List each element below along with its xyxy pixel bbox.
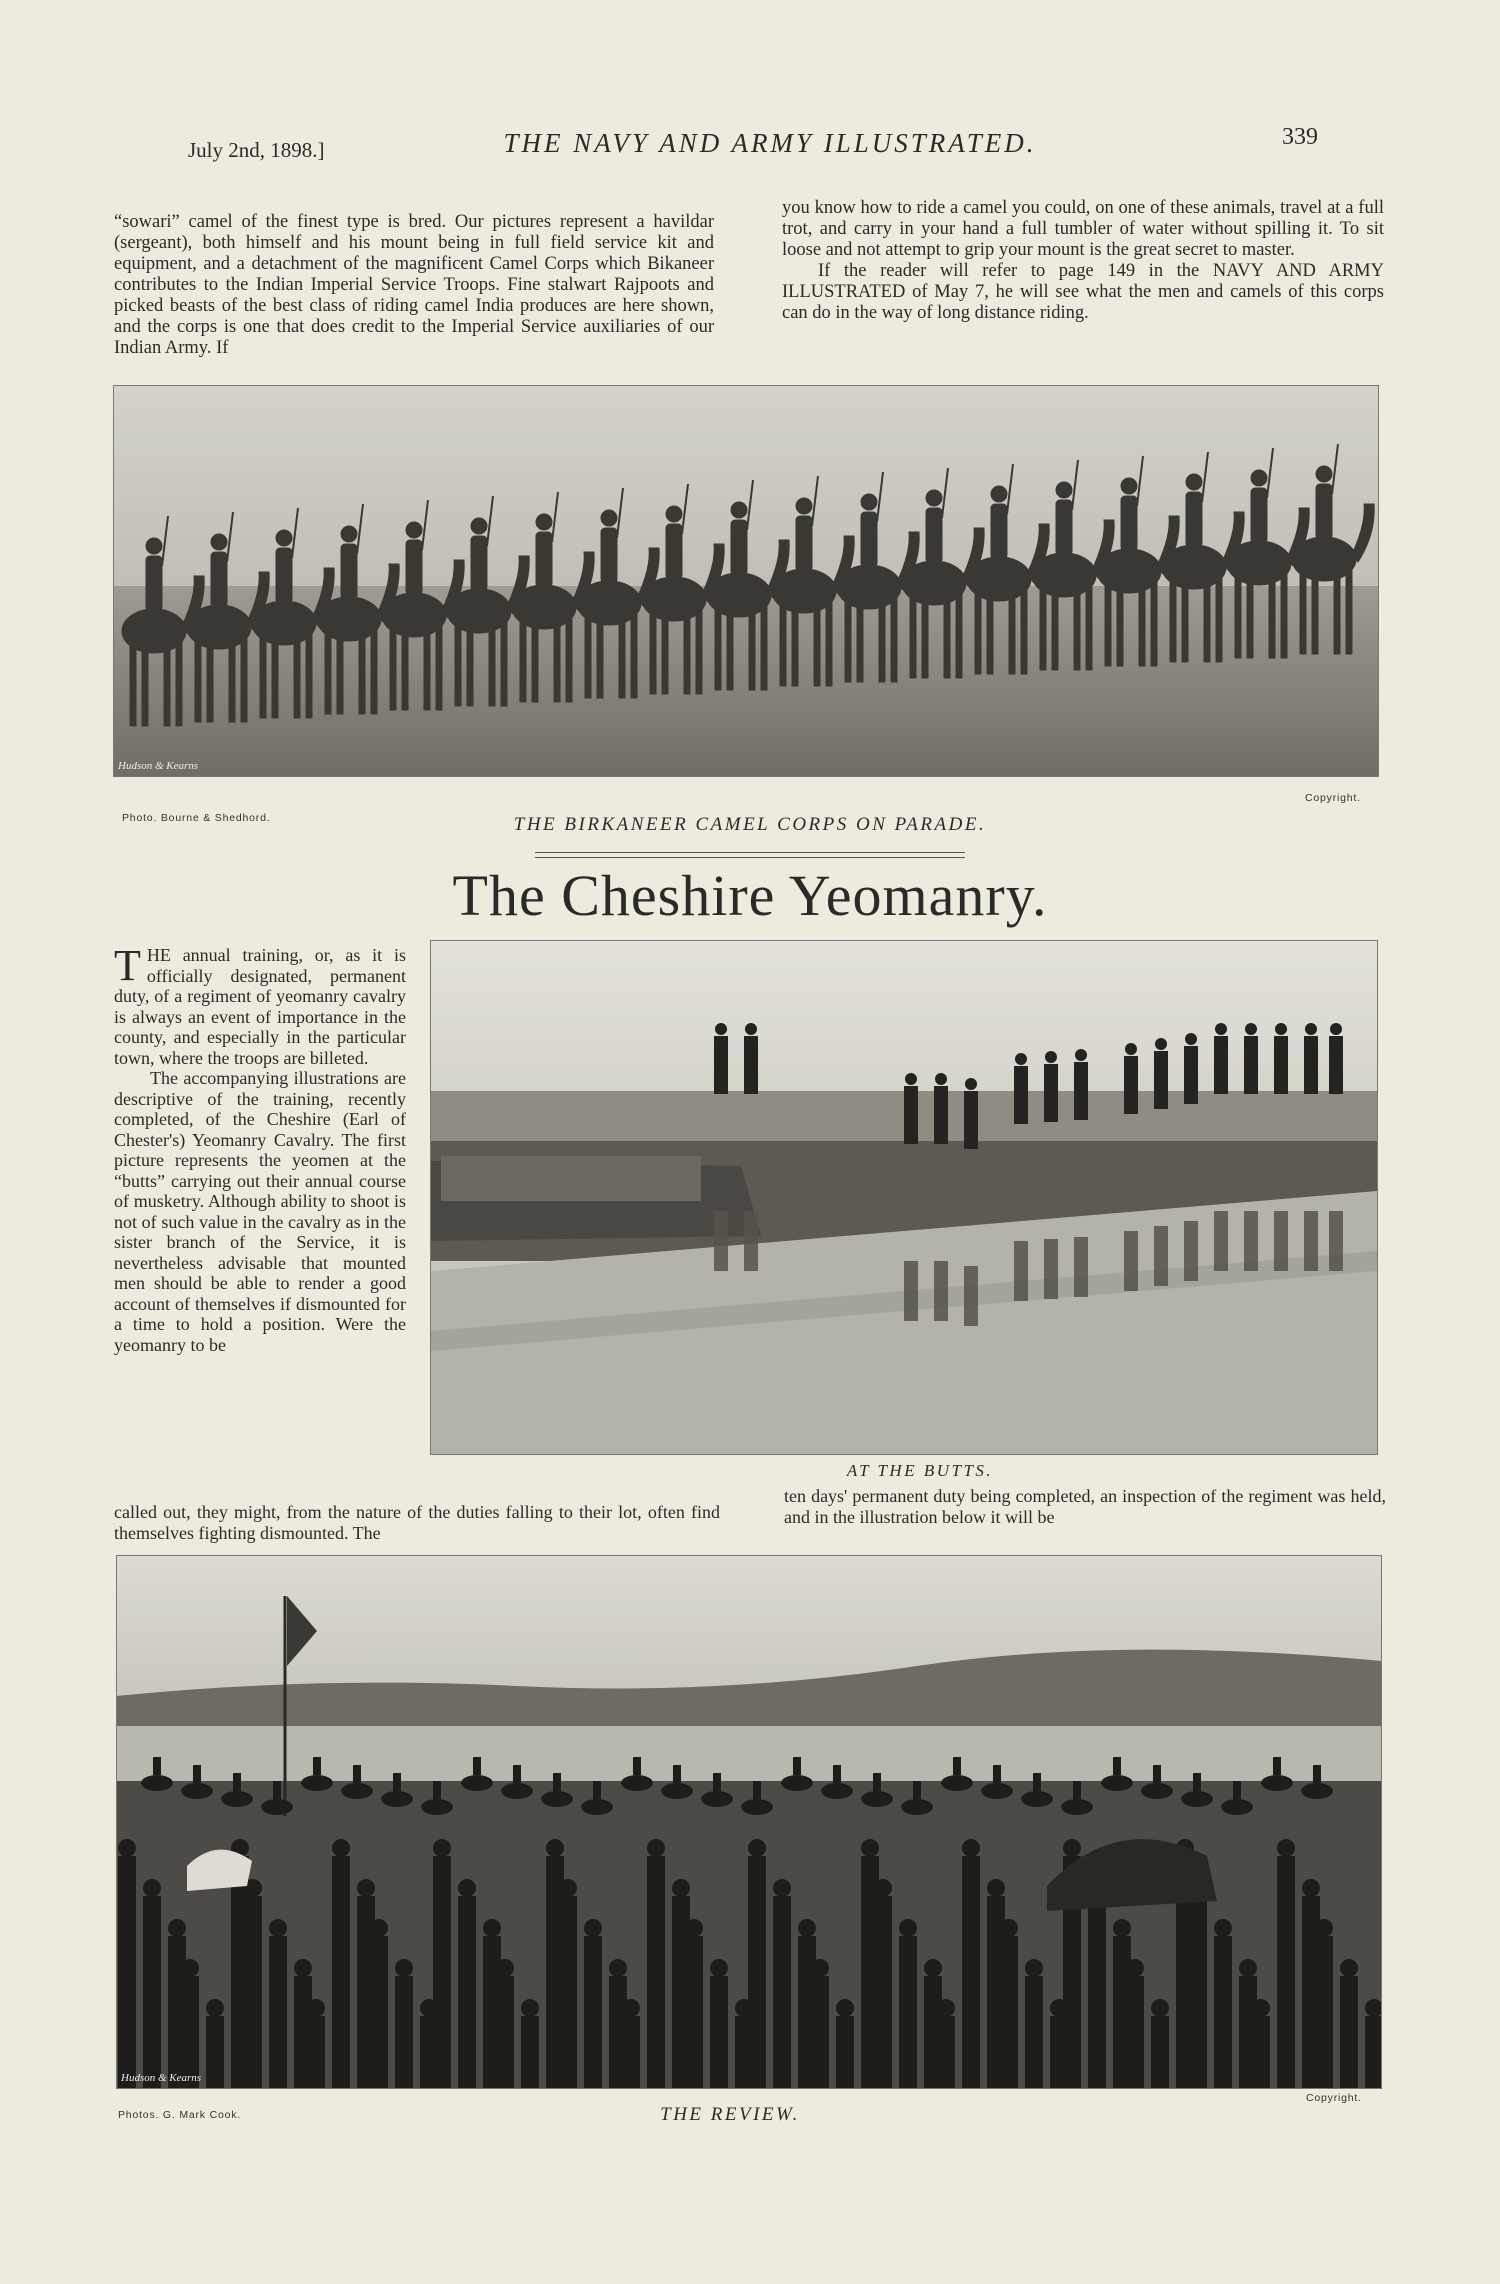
spectator-figure <box>395 1959 413 2088</box>
soldier-reflection <box>964 1266 978 1326</box>
drop-cap: T <box>114 941 141 990</box>
spectator-figure <box>433 1839 451 2088</box>
butts-illustration <box>431 941 1377 1454</box>
spectator-figure <box>937 1999 955 2088</box>
copyright-label: Copyright. <box>1306 2092 1362 2104</box>
photo-caption: AT THE BUTTS. <box>846 1461 994 1480</box>
soldier-reflection <box>1304 1211 1318 1271</box>
spectator-figure <box>899 1919 917 2088</box>
soldier-reflection <box>1154 1226 1168 1286</box>
soldier-reflection <box>1329 1211 1343 1271</box>
photo-credit: Photos. G. Mark Cook. <box>118 2109 242 2121</box>
spectator-figure <box>1189 1879 1207 2088</box>
issue-date: July 2nd, 1898.] <box>188 138 325 162</box>
spectator-figure <box>143 1879 161 2088</box>
spectator-figure <box>1365 1999 1381 2088</box>
spectator-figure <box>370 1919 388 2088</box>
spectator-figure <box>710 1959 728 2088</box>
spectator-figure <box>1315 1919 1333 2088</box>
soldier-reflection <box>1014 1241 1028 1301</box>
article-continuation-left <box>114 1502 720 1544</box>
spectator-figure <box>496 1959 514 2088</box>
spectator-figure <box>811 1959 829 2088</box>
soldier-reflection <box>1214 1211 1228 1271</box>
photo-caption: THE REVIEW. <box>660 2104 800 2125</box>
engraver-signature: Hudson & Kearns <box>121 2072 202 2084</box>
spectator-figure <box>244 1879 262 2088</box>
spectator-figure <box>458 1879 476 2088</box>
intro-right-paragraph-2: If the reader will refer to page 149 in the NAVY AND ARMY ILLUSTRATED of May 7, he will see what the men and camels of this corps can do in the way of long distance riding. <box>782 261 1384 323</box>
soldier-reflection <box>1184 1221 1198 1281</box>
soldier-reflection <box>934 1261 948 1321</box>
article-continuation-right <box>784 1486 1386 1528</box>
soldier-reflection <box>1124 1231 1138 1291</box>
review-illustration <box>117 1556 1381 2088</box>
divider <box>535 852 965 853</box>
spectator-figure <box>874 1879 892 2088</box>
spectator-figure <box>521 1999 539 2088</box>
publication-title: THE NAVY AND ARMY ILLUSTRATED. <box>503 128 1037 158</box>
spectator-figure <box>1214 1919 1232 2088</box>
soldier-reflection <box>1274 1211 1288 1271</box>
soldier-reflection <box>1244 1211 1258 1271</box>
spectator-figure <box>1088 1879 1106 2088</box>
soldier-reflection <box>744 1211 758 1271</box>
spectator-figure <box>685 1919 703 2088</box>
spectator-figure <box>269 1919 287 2088</box>
spectator-figure <box>206 1999 224 2088</box>
article-left-column <box>114 941 406 1355</box>
spectator-figure <box>1151 1999 1169 2088</box>
spectator-figure <box>1252 1999 1270 2088</box>
article-paragraph-2: The accompanying illustrations are descriptive of the training, recently completed, of the Cheshire (Earl of Chester's) Yeomanry Cavalry. The first picture represents the yeomen at the “butts” carrying out their annual course of musketry. Although ability to shoot is not of such value in the cavalry as in the sister branch of the Service, it is nevertheless advisable that mounted men should be able to render a good account of themselves if dismounted for a time to hold a position. Were the yeomanry to be <box>114 1068 406 1355</box>
butts-photo <box>430 940 1378 1455</box>
article-continuation-text: called out, they might, from the nature of the duties falling to their lot, often find themselves fighting dismounted. The <box>114 1502 720 1543</box>
article-headline: The Cheshire Yeomanry. <box>452 863 1048 928</box>
spectator-figure <box>1126 1959 1144 2088</box>
spectator-figure <box>622 1999 640 2088</box>
soldier-reflection <box>1074 1237 1088 1297</box>
photo-credit: Photo. Bourne & Shedhord. <box>122 812 271 824</box>
camel-corps-illustration <box>114 386 1378 776</box>
spectator-figure <box>559 1879 577 2088</box>
spectator-figure <box>836 1999 854 2088</box>
spectator-figure <box>307 1999 325 2088</box>
article-continuation-text: ten days' permanent duty being completed, an inspection of the regiment was held, and in the illustration below it will be <box>784 1486 1386 1527</box>
intro-right-paragraph-1: you know how to ride a camel you could, on one of these animals, travel at a full trot, and carry in your hand a full tumbler of water without spilling it. To sit loose and not attempt to grip your mount is the great secret to master. <box>782 198 1384 260</box>
camel-corps-photo <box>113 385 1379 777</box>
spectator-figure <box>1000 1919 1018 2088</box>
spectator-figure <box>584 1919 602 2088</box>
intro-left-column <box>114 212 714 359</box>
intro-left-text: “sowari” camel of the finest type is bred. Our pictures represent a havildar (sergeant), both himself and his mount being in full field service kit and equipment, and a detachment of the magnificent Camel Corps which Bikaneer contributes to the Indian Imperial Service Troops. Fine stalwart Rajpoots and picked beasts of the best class of riding camel India produces are here shown, and the corps is one that does credit to the Imperial Service auxiliaries of our Indian Army. If <box>114 212 714 358</box>
copyright-label: Copyright. <box>1305 792 1361 804</box>
spectator-figure <box>1025 1959 1043 2088</box>
spectator-figure <box>773 1879 791 2088</box>
spectator-figure <box>118 1839 136 2088</box>
review-photo <box>116 1555 1382 2089</box>
soldier-reflection <box>714 1211 728 1271</box>
spectator-figure <box>962 1839 980 2088</box>
intro-right-column <box>782 198 1384 324</box>
spectator-figure <box>748 1839 766 2088</box>
spectator-figure <box>1277 1839 1295 2088</box>
spectator-figure <box>1340 1959 1358 2088</box>
article-paragraph-1: HE annual training, or, as it is officially designated, permanent duty, of a regiment of yeomanry cavalry is always an event of importance in the county, and especially in the particular town, where the troops are billeted. <box>114 945 406 1068</box>
divider <box>535 857 965 858</box>
spectator-figure <box>332 1839 350 2088</box>
photo-caption: THE BIRKANEER CAMEL CORPS ON PARADE. <box>513 814 987 835</box>
soldier-reflection <box>904 1261 918 1321</box>
page-number: 339 <box>1282 124 1318 150</box>
spectator-figure <box>647 1839 665 2088</box>
engraver-signature: Hudson & Kearns <box>118 760 199 772</box>
soldier-reflection <box>1044 1239 1058 1299</box>
spectator-figure <box>181 1959 199 2088</box>
